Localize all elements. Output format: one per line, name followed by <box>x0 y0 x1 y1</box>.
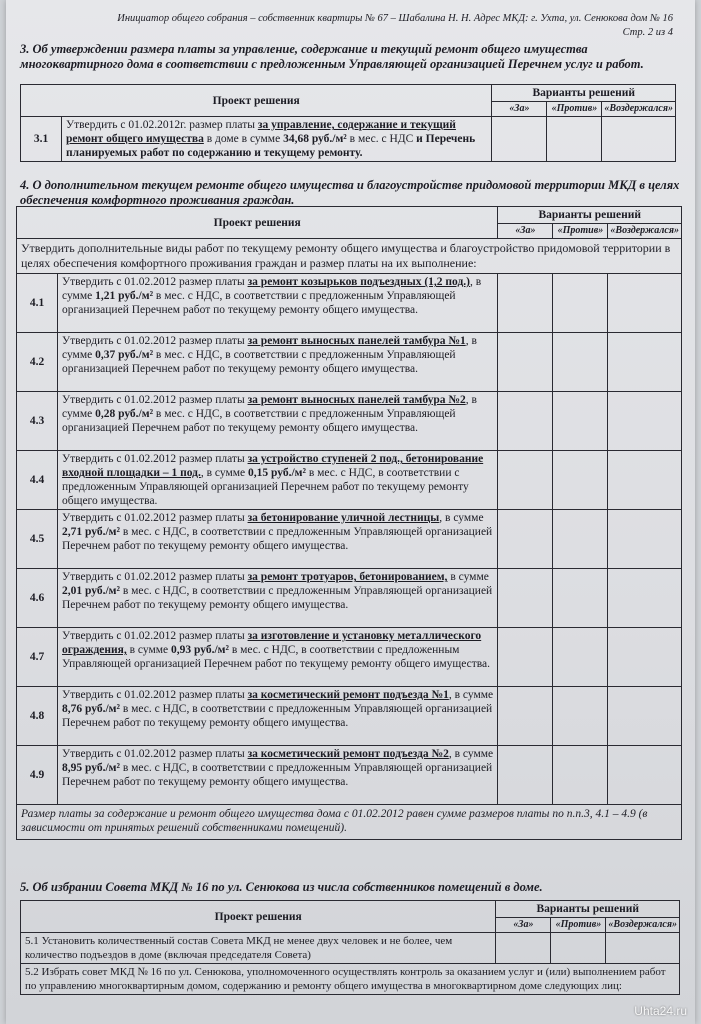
row-text: Утвердить с 01.02.2012 размер платы за бетонирование уличной лестницы, в сумме 2,71 руб./м² в мес. с НДС, в соответствии с предложенным Управляющей организацией Перечнем работ по текущему ремонту общего имущества. <box>58 510 498 569</box>
amount: 8,95 руб./м² <box>62 762 120 774</box>
vote-for-cell[interactable] <box>492 117 547 162</box>
vote-against-cell[interactable] <box>553 333 608 392</box>
section-5-title: 5. Об избрании Совета МКД № 16 по ул. Сенюкова из числа собственников помещений в доме. <box>20 880 543 894</box>
vote-against-cell[interactable] <box>553 510 608 569</box>
amount: 0,28 руб./м² <box>95 408 154 420</box>
row-number: 4.2 <box>17 333 58 392</box>
header-initiator: Инициатор общего собрания – собственник квартиры № 67 – Шабалина Н. Н. Адрес МКД: г. Ухта, ул. Сенюкова дом № 16 <box>117 13 673 24</box>
row-number: 4.1 <box>17 274 58 333</box>
section-4-intro: Утвердить дополнительные виды работ по текущему ремонту общего имущества и благоустройство придомовой территории в целях обеспечения комфортного проживания граждан и размер платы на их выполнение: <box>17 239 682 274</box>
vote-for-cell[interactable] <box>496 933 551 964</box>
row-number: 4.5 <box>17 510 58 569</box>
work-name: за бетонирование уличной лестницы <box>247 512 440 524</box>
vote-against-cell[interactable] <box>553 569 608 628</box>
vote-for-cell[interactable] <box>498 687 553 746</box>
variants-header: Варианты решений <box>498 207 682 224</box>
section-4-note: Размер платы за содержание и ремонт общего имущества дома с 01.02.2012 равен сумме размеров платы по п.п.3, 4.1 – 4.9 (в зависимости от принятых решений собственниками помещений). <box>17 805 682 840</box>
project-header: Проект решения <box>21 901 496 933</box>
table-row <box>17 274 682 333</box>
row-number: 4.3 <box>17 392 58 451</box>
vote-abstain-cell[interactable] <box>608 569 682 628</box>
row-text: Утвердить с 01.02.2012 размер платы за ремонт козырьков подъездных (1,2 под.), в сумме 1,21 руб./м² в мес. с НДС, в соответствии с предложенным Управляющей организацией Перечнем работ по текущему ремонту общего имущества. <box>58 274 498 333</box>
vote-for-cell[interactable] <box>498 451 553 510</box>
vote-for-cell[interactable] <box>498 392 553 451</box>
amount: 8,76 руб./м² <box>62 703 120 715</box>
table-row <box>21 933 680 964</box>
table-row <box>21 117 676 162</box>
section-3-table <box>20 84 676 162</box>
vote-for-cell[interactable] <box>498 569 553 628</box>
vote-against-header: «Против» <box>547 102 602 117</box>
table-row <box>17 510 682 569</box>
work-name: за ремонт козырьков подъездных (1,2 под.) <box>247 276 470 288</box>
page-header <box>117 12 673 40</box>
table-row <box>21 964 680 995</box>
vote-abstain-cell[interactable] <box>608 628 682 687</box>
amount: 1,21 руб./м² <box>95 290 154 302</box>
vote-abstain-cell[interactable] <box>608 392 682 451</box>
work-name: за косметический ремонт подъезда №1 <box>247 689 449 701</box>
work-name: за ремонт выносных панелей тамбура №2 <box>247 394 466 406</box>
work-name: за изготовление и установку металлического ограждения, <box>62 630 482 656</box>
row-text: Утвердить с 01.02.2012 размер платы за изготовление и установку металлического ограждения, в сумме 0,93 руб./м² в мес. с НДС, в соответствии с предложенным Управляющей организацией Перечнем работ по текущему ремонту общего имущества. <box>58 628 498 687</box>
table-row <box>17 569 682 628</box>
section-4-title: 4. О дополнительном текущем ремонте общего имущества и благоустройстве придомовой территории МКД в целях обеспечения комфортного проживания граждан. <box>20 178 680 207</box>
vote-for-header: «За» <box>498 224 553 239</box>
amount: 0,93 руб./м² <box>171 644 229 656</box>
section-3-title: 3. Об утверждении размера платы за управление, содержание и текущий ремонт общего имущества многоквартирного дома в соответствии с предложенным Управляющей организацией Перечнем услуг и работ. <box>20 42 644 71</box>
variants-header: Варианты решений <box>496 901 680 918</box>
table-row <box>17 746 682 805</box>
row-number: 4.9 <box>17 746 58 805</box>
work-name: за косметический ремонт подъезда №2 <box>247 748 449 760</box>
vote-against-header: «Против» <box>551 918 606 933</box>
table-row <box>17 628 682 687</box>
vote-abstain-cell[interactable] <box>602 117 676 162</box>
work-name: за ремонт выносных панелей тамбура №1 <box>247 335 466 347</box>
row-5-2-text: 5.2 Избрать совет МКД № 16 по ул. Сенюкова, уполномоченного осуществлять контроль за оказанием услуг и (или) выполнением работ по управлению многоквартирным домом, содержанию и ремонту общего имущества в многоквартирном доме следующих лиц: <box>21 964 680 995</box>
vote-against-cell[interactable] <box>547 117 602 162</box>
vote-abstain-header: «Воздержался» <box>606 918 680 933</box>
vote-against-cell[interactable] <box>553 451 608 510</box>
vote-abstain-cell[interactable] <box>608 510 682 569</box>
row-text: Утвердить с 01.02.2012г. размер платы за управление, содержание и текущий ремонт общего имущества в доме в сумме 34,68 руб./м² в мес. с НДС и Перечень планируемых работ по содержанию и текущему ремонту. <box>62 117 492 162</box>
document-page <box>6 0 695 1024</box>
work-name: за устройство ступеней 2 под., бетонирование входной площадки – 1 под. <box>62 453 484 479</box>
vote-against-cell[interactable] <box>553 687 608 746</box>
vote-for-cell[interactable] <box>498 333 553 392</box>
variants-header: Варианты решений <box>492 85 676 102</box>
row-text: Утвердить с 01.02.2012 размер платы за косметический ремонт подъезда №1, в сумме 8,76 руб./м² в мес. с НДС, в соответствии с предложенным Управляющей организацией Перечнем работ по текущему ремонту общего имущества. <box>58 687 498 746</box>
vote-abstain-cell[interactable] <box>608 687 682 746</box>
row-number: 4.4 <box>17 451 58 510</box>
vote-abstain-cell[interactable] <box>608 274 682 333</box>
row-5-1-text: 5.1 Установить количественный состав Совета МКД не менее двух человек и не более, чем количество подъездов в доме (включая председателя Совета) <box>21 933 496 964</box>
vote-abstain-cell[interactable] <box>606 933 680 964</box>
project-header: Проект решения <box>17 207 498 239</box>
row-text: Утвердить с 01.02.2012 размер платы за устройство ступеней 2 под., бетонирование входной площадки – 1 под., в сумме 0,15 руб./м² в мес. с НДС, в соответствии с предложенным Управляющей организацией Перечнем работ по текущему ремонту общего имущества. <box>58 451 498 510</box>
header-page-number: Стр. 2 из 4 <box>622 27 673 38</box>
row-text: Утвердить с 01.02.2012 размер платы за ремонт выносных панелей тамбура №1, в сумме 0,37 руб./м² в мес. с НДС, в соответствии с предложенным Управляющей организацией Перечнем работ по текущему ремонту общего имущества. <box>58 333 498 392</box>
row-number: 3.1 <box>21 117 62 162</box>
vote-against-cell[interactable] <box>553 746 608 805</box>
vote-against-cell[interactable] <box>553 274 608 333</box>
row-text: Утвердить с 01.02.2012 размер платы за ремонт тротуаров, бетонированием, в сумме 2,01 руб./м² в мес. с НДС, в соответствии с предложенным Управляющей организацией Перечнем работ по текущему ремонту общего имущества. <box>58 569 498 628</box>
site-watermark: Uhta24.ru <box>634 1004 687 1018</box>
row-number: 4.7 <box>17 628 58 687</box>
vote-abstain-cell[interactable] <box>608 333 682 392</box>
row-text: Утвердить с 01.02.2012 размер платы за ремонт выносных панелей тамбура №2, в сумме 0,28 руб./м² в мес. с НДС, в соответствии с предложенным Управляющей организацией Перечнем работ по текущему ремонту общего имущества. <box>58 392 498 451</box>
vote-against-cell[interactable] <box>551 933 606 964</box>
vote-against-cell[interactable] <box>553 628 608 687</box>
amount: 0,15 руб./м² <box>248 467 306 479</box>
amount: 0,37 руб./м² <box>95 349 154 361</box>
vote-for-header: «За» <box>496 918 551 933</box>
vote-abstain-cell[interactable] <box>608 746 682 805</box>
amount: 2,01 руб./м² <box>62 585 120 597</box>
vote-for-cell[interactable] <box>498 510 553 569</box>
vote-abstain-header: «Воздержался» <box>602 102 676 117</box>
vote-for-cell[interactable] <box>498 274 553 333</box>
work-name: за ремонт тротуаров, бетонированием, <box>247 571 448 583</box>
vote-for-header: «За» <box>492 102 547 117</box>
vote-for-cell[interactable] <box>498 628 553 687</box>
amount: 2,71 руб./м² <box>62 526 120 538</box>
section-5-table <box>20 900 680 995</box>
project-header: Проект решения <box>21 85 492 117</box>
vote-abstain-header: «Воздержался» <box>608 224 682 239</box>
vote-abstain-cell[interactable] <box>608 451 682 510</box>
vote-against-header: «Против» <box>553 224 608 239</box>
row-number: 4.6 <box>17 569 58 628</box>
section-4-table <box>16 206 682 840</box>
table-row <box>17 687 682 746</box>
row-text: Утвердить с 01.02.2012 размер платы за косметический ремонт подъезда №2, в сумме 8,95 руб./м² в мес. с НДС, в соответствии с предложенным Управляющей организацией Перечнем работ по текущему ремонту общего имущества. <box>58 746 498 805</box>
row-number: 4.8 <box>17 687 58 746</box>
vote-for-cell[interactable] <box>498 746 553 805</box>
vote-against-cell[interactable] <box>553 392 608 451</box>
table-row <box>17 333 682 392</box>
table-row <box>17 392 682 451</box>
table-row <box>17 451 682 510</box>
